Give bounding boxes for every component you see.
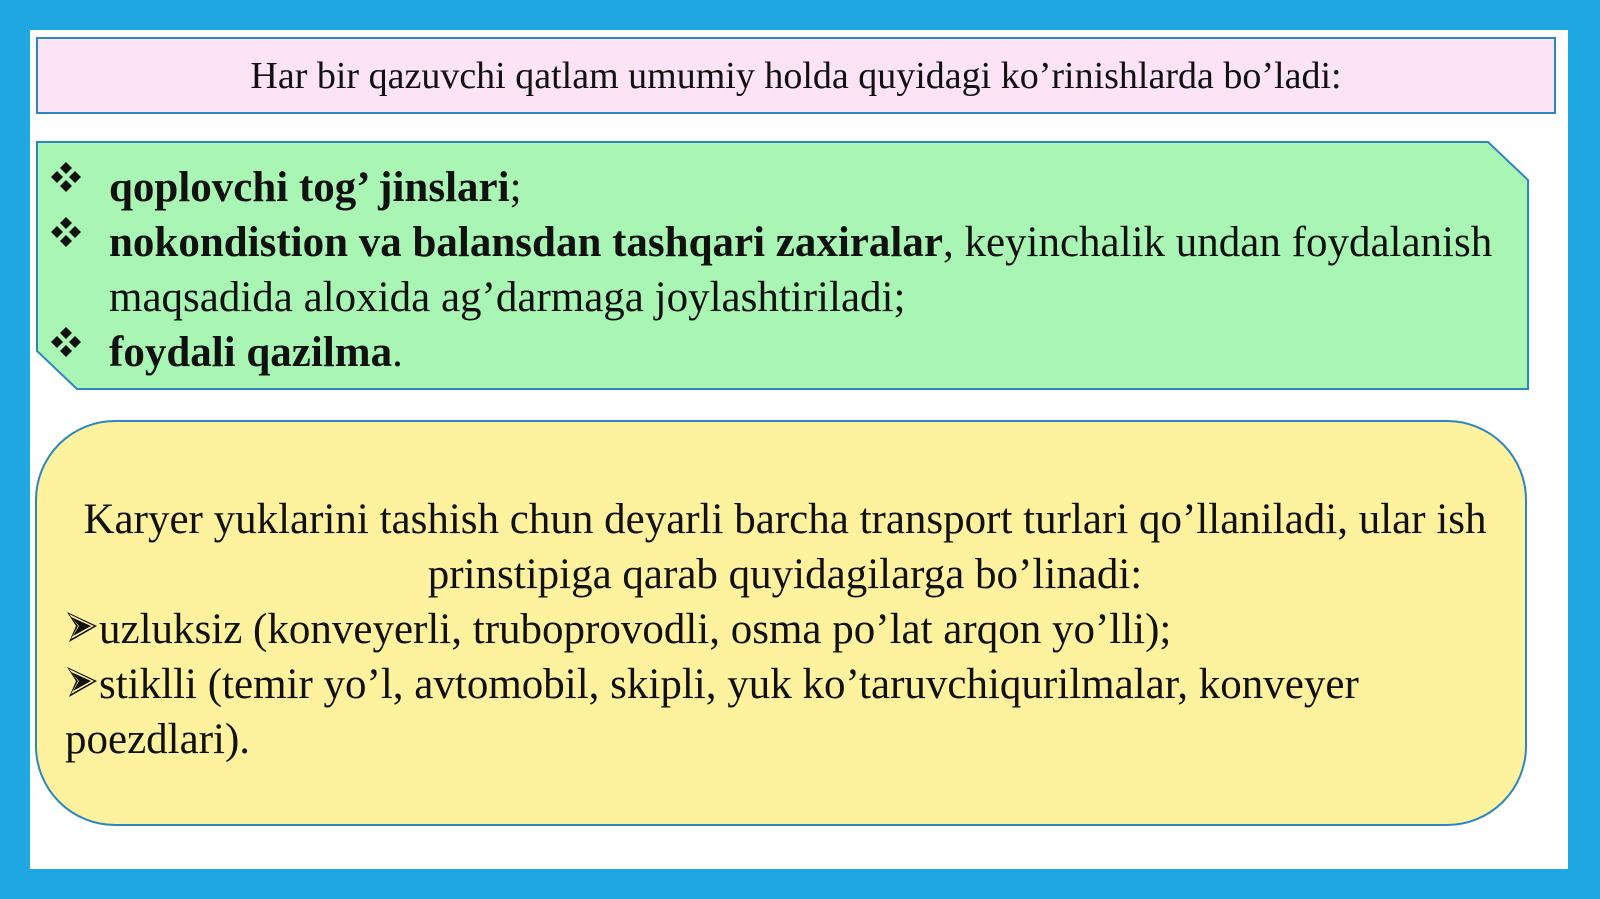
list-item-bold: nokondistion va balansdan tashqari zaxiralar — [109, 219, 943, 266]
slide-title-box — [36, 37, 1556, 114]
four-diamond-icon — [49, 325, 83, 359]
transport-types-box — [35, 420, 1527, 826]
layer-types-list — [49, 160, 1529, 380]
transport-types-content — [65, 492, 1505, 767]
four-diamond-icon — [49, 160, 83, 194]
slide — [30, 30, 1568, 869]
list-item — [49, 160, 1529, 215]
list-item-rest: , keyinchalik undan foydalanish maqsadida aloxida ag’darmaga joylashtiriladi; — [109, 219, 1493, 321]
transport-intro: Karyer yuklarini tashish chun deyarli barcha transport turlari qo’llaniladi, ular ish prinstipiga qarab quyidagilarga bo’linadi: — [83, 496, 1487, 598]
layer-types-box — [35, 140, 1558, 391]
arrowhead-icon — [65, 609, 99, 645]
list-item-rest: . — [392, 329, 403, 376]
slide-title: Har bir qazuvchi qatlam umumiy holda quyidagi ko’rinishlarda bo’ladi: — [250, 54, 1342, 97]
list-item — [65, 657, 1505, 767]
list-item — [49, 325, 1529, 380]
list-item-bold: qoplovchi tog’ jinslari — [109, 164, 510, 211]
list-item-bold: foydali qazilma — [109, 329, 393, 376]
list-item — [49, 215, 1529, 325]
four-diamond-icon — [49, 215, 83, 249]
arrowhead-icon — [65, 664, 99, 700]
list-item-rest: ; — [509, 164, 522, 211]
list-item — [65, 602, 1505, 657]
list-item-text: uzluksiz (konveyerli, truboprovodli, osma po’lat arqon yo’lli); — [99, 606, 1172, 653]
list-item-text: stiklli (temir yo’l, avtomobil, skipli, yuk ko’taruvchiqurilmalar, konveyer poezdlari). — [65, 661, 1359, 763]
